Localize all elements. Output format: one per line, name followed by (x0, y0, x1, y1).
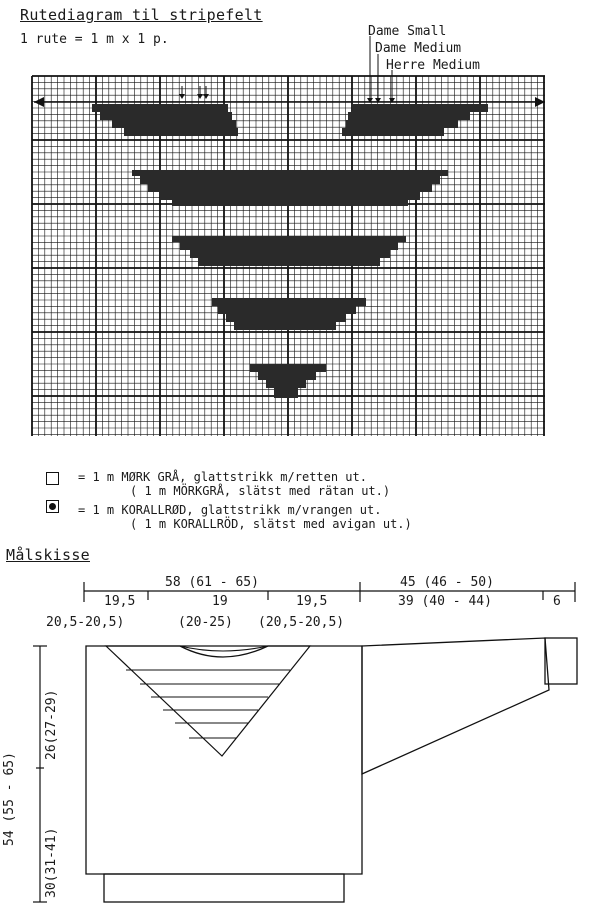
legend-empty-line2: ( 1 m MÖRKGRÅ, slätst med rätan ut.) (130, 484, 391, 498)
left-shoulder-size-label: 20,5-20,5) (46, 615, 125, 630)
knitting-chart-grid (0, 0, 600, 450)
left-shoulder-label: 19,5 (104, 594, 136, 609)
neck-size-label: (20-25) (178, 615, 233, 630)
yoke-depth-label: 26(27-29) (44, 689, 59, 760)
chart-title: Rutediagram til stripefelt (20, 6, 263, 24)
right-shoulder-label: 19,5 (296, 594, 328, 609)
lower-length-label: 30(31-41) (44, 827, 59, 898)
chart-scale: 1 rute = 1 m x 1 p. (20, 32, 169, 47)
neck-label: 19 (212, 594, 228, 609)
legend-empty-line1: = 1 m MØRK GRÅ, glattstrikk m/retten ut. (78, 470, 367, 484)
sleeve-length-label: 45 (46 - 50) (400, 575, 494, 590)
sketch-title: Målskisse (6, 546, 90, 564)
total-length-label: 54 (55 - 65) (2, 752, 17, 846)
sleeve-body-label: 39 (40 - 44) (398, 594, 492, 609)
size-marker-herre-medium: Herre Medium (386, 58, 480, 73)
empty-square-icon (46, 472, 59, 485)
dotted-square-icon (46, 500, 59, 513)
right-shoulder-size-label: (20,5-20,5) (258, 615, 345, 630)
size-marker-dame-small: Dame Small (368, 24, 447, 39)
size-marker-dame-medium: Dame Medium (375, 41, 462, 56)
cuff-label: 6 (553, 594, 561, 609)
body-width-label: 58 (61 - 65) (165, 575, 259, 590)
legend-dot-line1: = 1 m KORALLRØD, glattstrikk m/vrangen ut. (78, 503, 382, 517)
legend-dot-line2: ( 1 m KORALLRÖD, slätst med avigan ut.) (130, 517, 412, 531)
